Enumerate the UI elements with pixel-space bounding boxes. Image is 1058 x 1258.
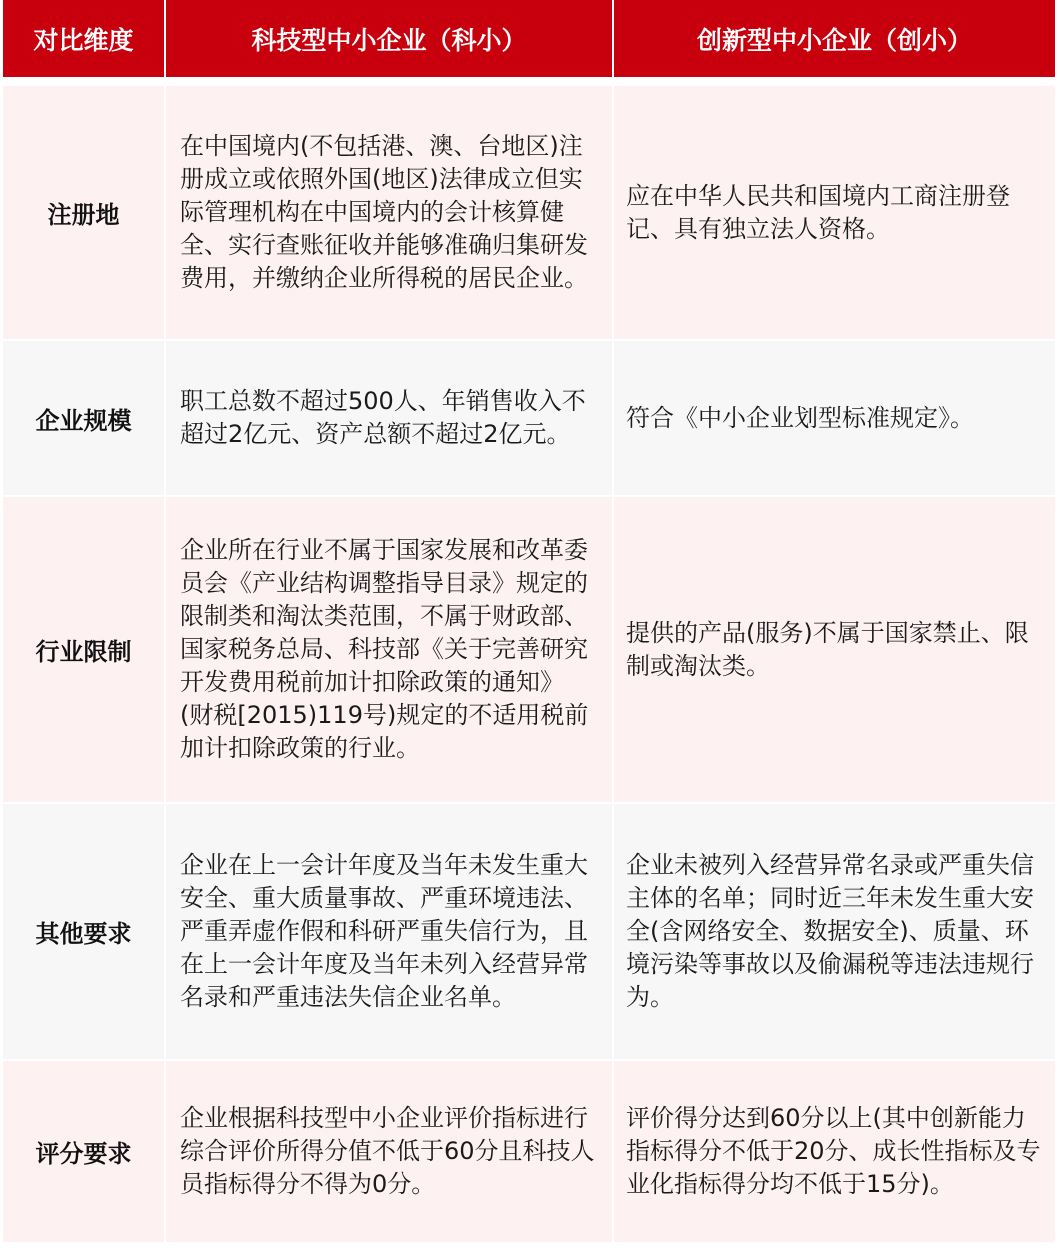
table-row-scoring [3, 1061, 1055, 1244]
comparison-table [3, 0, 1055, 1244]
row-kexiao: 职工总数不超过500人、年销售收入不超过2亿元、资产总额不超过2亿元。 [166, 341, 614, 495]
header-gap [3, 77, 1055, 86]
table-row-industry [3, 497, 1055, 804]
table-header [3, 0, 1055, 77]
row-dimension: 行业限制 [3, 497, 166, 802]
row-kexiao: 企业根据科技型中小企业评价指标进行综合评价所得分值不低于60分且科技人员指标得分不得为0分。 [166, 1061, 614, 1242]
header-dimension: 对比维度 [3, 0, 166, 77]
row-dimension: 其他要求 [3, 804, 166, 1059]
row-kexiao: 企业在上一会计年度及当年未发生重大安全、重大质量事故、严重环境违法、严重弄虚作假和科研严重失信行为，且在上一会计年度及当年未列入经营异常名录和严重违法失信企业名单。 [166, 804, 614, 1059]
row-chuangxiao: 提供的产品(服务)不属于国家禁止、限制或淘汰类。 [626, 618, 1029, 680]
header-chuangxiao: 创新型中小企业（创小） [696, 25, 972, 55]
row-dimension: 注册地 [3, 86, 166, 339]
row-chuangxiao: 应在中华人民共和国境内工商注册登记、具有独立法人资格。 [626, 181, 1010, 243]
row-chuangxiao: 评价得分达到60分以上(其中创新能力指标得分不低于20分、成长性指标及专业化指标得分均不低于15分)。 [626, 1104, 1041, 1198]
table-row-registration [3, 86, 1055, 341]
row-chuangxiao: 符合《中小企业划型标准规定》。 [626, 403, 974, 432]
row-dimension: 企业规模 [3, 341, 166, 495]
row-kexiao: 企业所在行业不属于国家发展和改革委员会《产业结构调整指导目录》规定的限制类和淘汰类范围，不属于财政部、国家税务总局、科技部《关于完善研究开发费用税前加计扣除政策的通知》(财税[2015)119号)规定的不适用税前加计扣除政策的行业。 [166, 497, 614, 802]
row-chuangxiao: 企业未被列入经营异常名录或严重失信主体的名单；同时近三年未发生重大安全(含网络安全、数据安全)、质量、环境污染等事故以及偷漏税等违法违规行为。 [626, 851, 1034, 1011]
row-dimension: 评分要求 [3, 1061, 166, 1242]
header-kexiao: 科技型中小企业（科小） [166, 0, 614, 77]
table-row-scale [3, 341, 1055, 497]
row-kexiao: 在中国境内(不包括港、澳、台地区)注册成立或依照外国(地区)法律成立但实际管理机构在中国境内的会计核算健全、实行查账征收并能够准确归集研发费用，并缴纳企业所得税的居民企业。 [166, 86, 614, 339]
table-row-other [3, 804, 1055, 1061]
